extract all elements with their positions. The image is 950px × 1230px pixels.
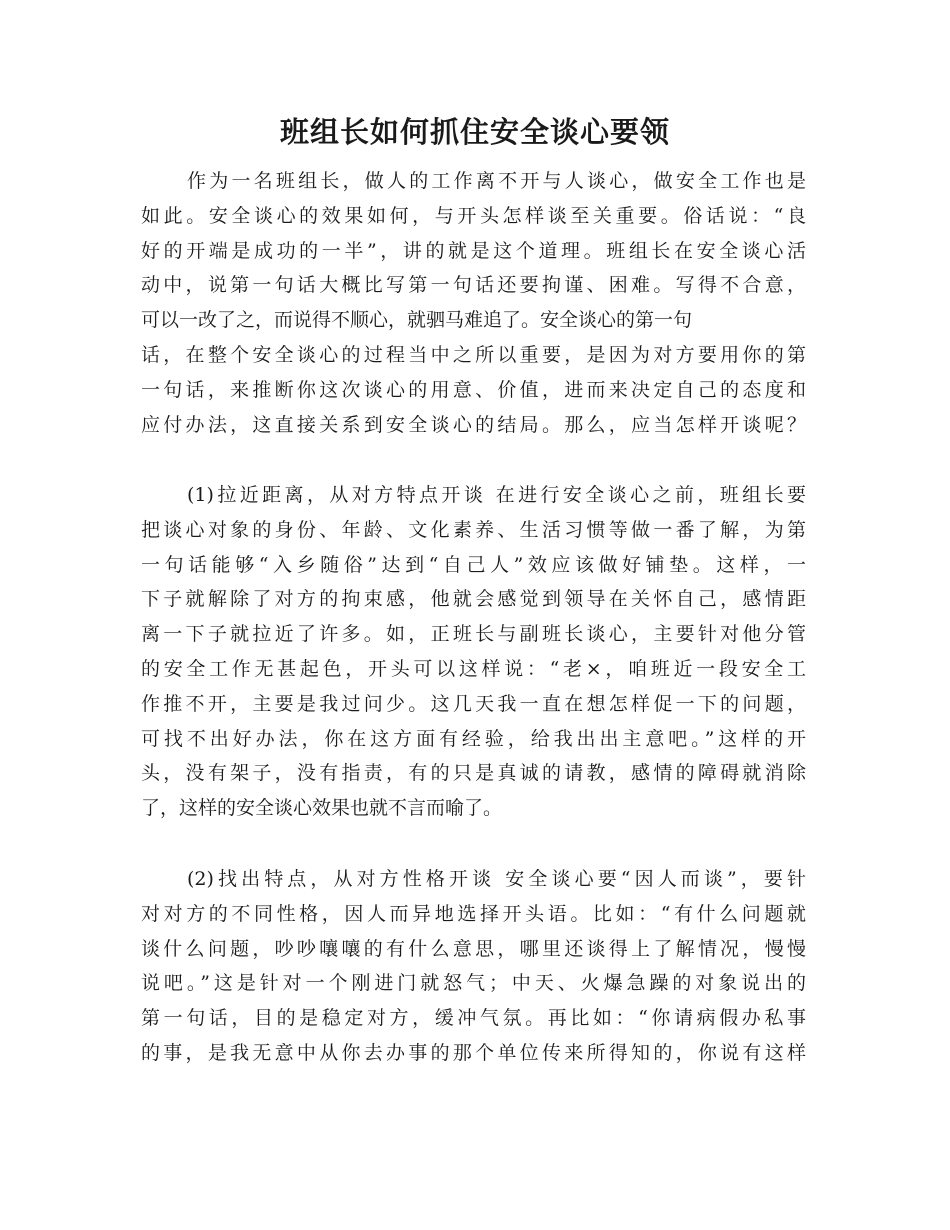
text-line: 把谈心对象的身份、年龄、文化素养、生活习惯等做一番了解，为第 <box>141 518 806 541</box>
text-line: 作推不开，主要是我过问少。这几天我一直在想怎样促一下的问题， <box>141 692 806 715</box>
text-line: 作为一名班组长，做人的工作离不开与人谈心，做安全工作也是 <box>187 170 806 192</box>
paragraph-section-1 <box>141 478 806 826</box>
text-line: 说吧。”这是针对一个刚进门就怒气；中天、火爆急躁的对象说出的 <box>141 972 806 995</box>
text-line: 一句话能够“入乡随俗”达到“自己人”效应该做好铺垫。这样，一 <box>141 553 806 576</box>
text-line: 动中，说第一句话大概比写第一句话还要拘谨、困难。写得不合意， <box>141 274 806 297</box>
text-line: 话，在整个安全谈心的过程当中之所以重要，是因为对方要用你的第 <box>141 343 806 366</box>
text-line: 下子就解除了对方的拘束感，他就会感觉到领导在关怀自己，感情距 <box>141 588 806 611</box>
text-line: 对对方的不同性格，因人而异地选择开头语。比如：“有什么问题就 <box>141 902 806 925</box>
paragraph-section-2 <box>141 862 806 1071</box>
text-line: 可找不出好办法，你在这方面有经验，给我出出主意吧。”这样的开 <box>141 727 806 750</box>
text-line: 的事，是我无意中从你去办事的那个单位传来所得知的，你说有这样 <box>141 1041 806 1064</box>
text-line: 谈什么问题，吵吵嚷嚷的有什么意思，哪里还谈得上了解情况，慢慢 <box>141 937 806 960</box>
text-line: 一句话，来推断你这次谈心的用意、价值，进而来决定自己的态度和 <box>141 378 806 401</box>
text-line: 可以一改了之，而说得不顺心，就驷马难追了。安全谈心的第一句 <box>141 309 693 332</box>
text-line: 头，没有架子，没有指责，有的只是真诚的请教，感情的障碍就消除 <box>141 762 806 785</box>
paragraph-intro <box>141 164 806 442</box>
text-line: (2)找出特点，从对方性格开谈 安全谈心要“因人而谈”，要针 <box>187 868 806 890</box>
text-line: 的安全工作无甚起色，开头可以这样说：“老×，咱班近一段安全工 <box>141 657 806 680</box>
text-line: 第一句话，目的是稳定对方，缓冲气氛。再比如：“你请病假办私事 <box>141 1007 806 1030</box>
text-line: 如此。安全谈心的效果如何，与开头怎样谈至关重要。俗话说：“良 <box>141 204 806 227</box>
text-line: (1)拉近距离，从对方特点开谈 在进行安全谈心之前，班组长要 <box>187 484 806 506</box>
text-line: 了，这样的安全谈心效果也就不言而喻了。 <box>141 797 503 820</box>
text-line: 好的开端是成功的一半”，讲的就是这个道理。班组长在安全谈心活 <box>141 239 806 262</box>
text-line: 应付办法，这直接关系到安全谈心的结局。那么，应当怎样开谈呢？ <box>141 413 806 436</box>
text-line: 离一下子就拉近了许多。如，正班长与副班长谈心，主要针对他分管 <box>141 623 806 646</box>
document-title: 班组长如何抓住安全谈心要领 <box>279 115 670 149</box>
